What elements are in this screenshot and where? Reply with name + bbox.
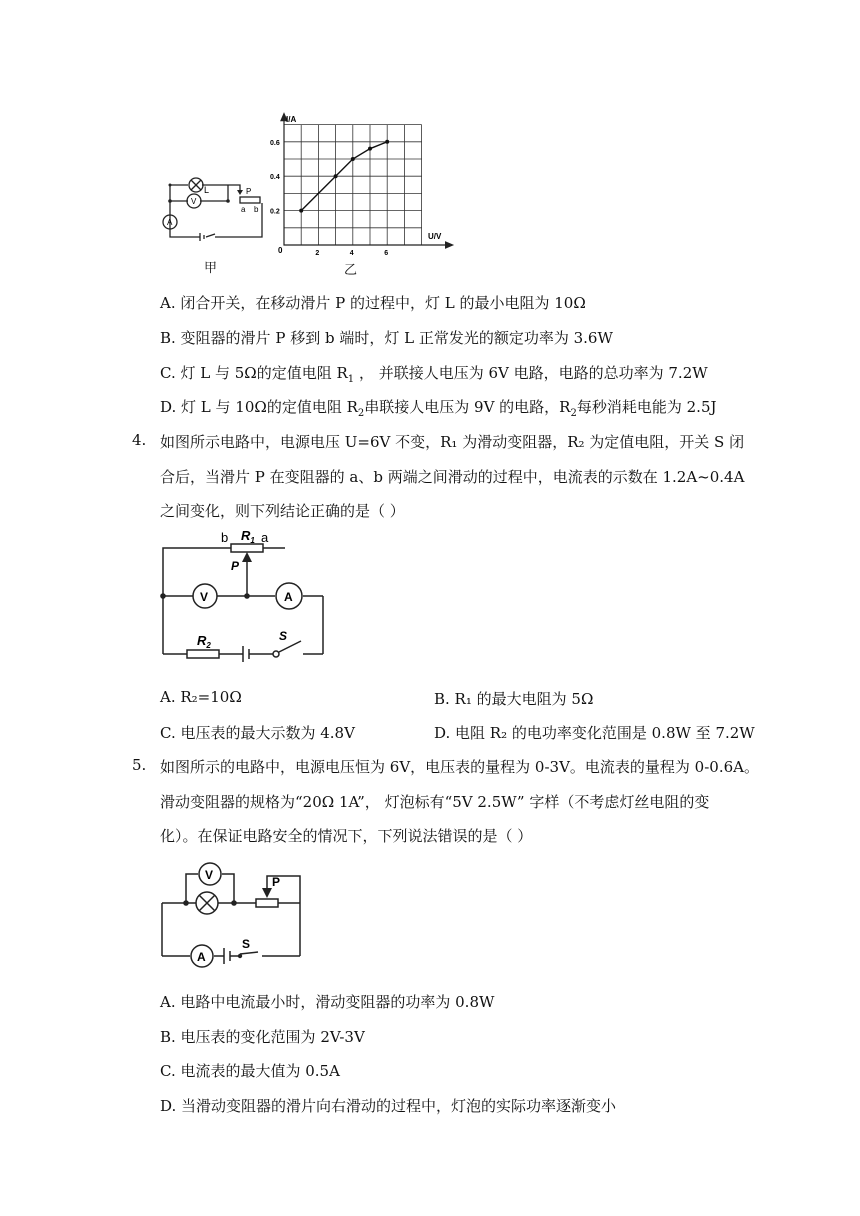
y-tick-label: 0.2	[270, 208, 280, 216]
q5-voltmeter-label: V	[205, 868, 214, 882]
q4-number: 4.	[132, 431, 147, 449]
q5-option-d: D. 当滑动变阻器的滑片向右滑动的过程中，灯泡的实际功率逐渐变小	[160, 1097, 617, 1115]
q4-option-d: D. 电阻 R₂ 的电功率变化范围是 0.8W 至 7.2W	[434, 724, 755, 742]
x-axis-label: U/V	[428, 232, 442, 241]
q4-stem-line2: 合后，当滑片 P 在变阻器的 a、b 两端之间滑动的过程中，电流表的示数在 1.2A~0.4A	[160, 468, 745, 486]
circuit-diagram-jia	[160, 165, 270, 245]
y-axis-label: I/A	[286, 115, 297, 124]
origin-label: 0	[278, 246, 283, 255]
circuit-diagram-q5	[158, 858, 308, 973]
y-tick-label: 0.4	[270, 174, 280, 182]
q5-ammeter-label: A	[197, 950, 206, 964]
q4-slider-p: P	[231, 559, 240, 573]
q3-option-c: C. 灯 L 与 5Ω的定值电阻 $R_1$ ， 并联接人电压为 6V 电路，电路的总功率为 7.2W	[160, 364, 708, 385]
ammeter-label: A	[167, 218, 173, 227]
q4-voltmeter-label: V	[200, 590, 209, 604]
fig-jia-caption: 甲	[204, 261, 218, 276]
q4-ammeter-label: A	[284, 590, 293, 604]
x-tick-label: 2	[315, 250, 320, 257]
q5-option-b: B. 电压表的变化范围为 2V-3V	[160, 1028, 365, 1046]
data-point	[334, 174, 338, 178]
q4-end-a: a	[261, 530, 269, 545]
q5-number: 5.	[132, 756, 147, 774]
q4-option-c: C. 电压表的最大示数为 4.8V	[160, 724, 355, 742]
q4-option-a: A. R₂=10Ω	[160, 688, 242, 706]
q5-option-c: C. 电流表的最大值为 0.5A	[160, 1062, 340, 1080]
x-tick-label: 4	[349, 250, 354, 257]
q4-stem-line3: 之间变化，则下列结论正确的是（ ）	[160, 502, 405, 520]
q4-switch-label: S	[279, 629, 288, 643]
data-point	[385, 140, 389, 144]
q4-option-b: B. R₁ 的最大电阻为 5Ω	[434, 690, 594, 708]
circuit-diagram-q4	[155, 528, 335, 663]
q4-r2-label: $R_2$	[197, 633, 211, 650]
fig-yi-caption: 乙	[344, 263, 358, 278]
lamp-label: L	[204, 185, 210, 195]
voltmeter-label: V	[191, 197, 197, 206]
q3-option-a: A. 闭合开关，在移动滑片 P 的过程中，灯 L 的最小电阻为 10Ω	[160, 294, 586, 312]
y-tick-label: 0.6	[270, 139, 280, 147]
end-a-label: a	[241, 205, 246, 214]
data-point	[351, 157, 355, 161]
end-b-label: b	[254, 205, 259, 214]
x-axis-arrow	[446, 242, 453, 248]
q5-stem-line3: 化）。在保证电路安全的情况下，下列说法错误的是（ ）	[160, 827, 533, 845]
x-tick-label: 6	[384, 250, 389, 257]
data-point	[368, 147, 372, 151]
q4-r1-label: $R_1$	[241, 528, 255, 545]
iu-graph	[262, 110, 462, 260]
q5-stem-line2: 滑动变阻器的规格为“20Ω 1A”， 灯泡标有“5V 2.5W” 字样（不考虑灯丝电阻的变	[160, 793, 710, 811]
q4-stem-line1: 如图所示电路中，电源电压 U=6V 不变，R₁ 为滑动变阻器，R₂ 为定值电阻，开关 S 闭	[160, 433, 745, 451]
q3-option-b: B. 变阻器的滑片 P 移到 b 端时，灯 L 正常发光的额定功率为 3.6W	[160, 329, 613, 347]
q3-option-d: D. 灯 L 与 10Ω的定值电阻 $R_2$串联接人电压为 9V 的电路，$R_2$每秒消耗电能为 2.5J	[160, 398, 717, 419]
q5-slider-p: P	[272, 875, 281, 889]
data-point	[299, 209, 303, 213]
q5-switch-label: S	[242, 937, 251, 951]
q4-end-b: b	[221, 530, 229, 545]
q5-stem-line1: 如图所示的电路中，电源电压恒为 6V，电压表的量程为 0-3V。电流表的量程为 0-0.6A。	[160, 758, 759, 776]
slider-label: P	[246, 187, 252, 196]
q5-option-a: A. 电路中电流最小时，滑动变阻器的功率为 0.8W	[160, 993, 495, 1011]
